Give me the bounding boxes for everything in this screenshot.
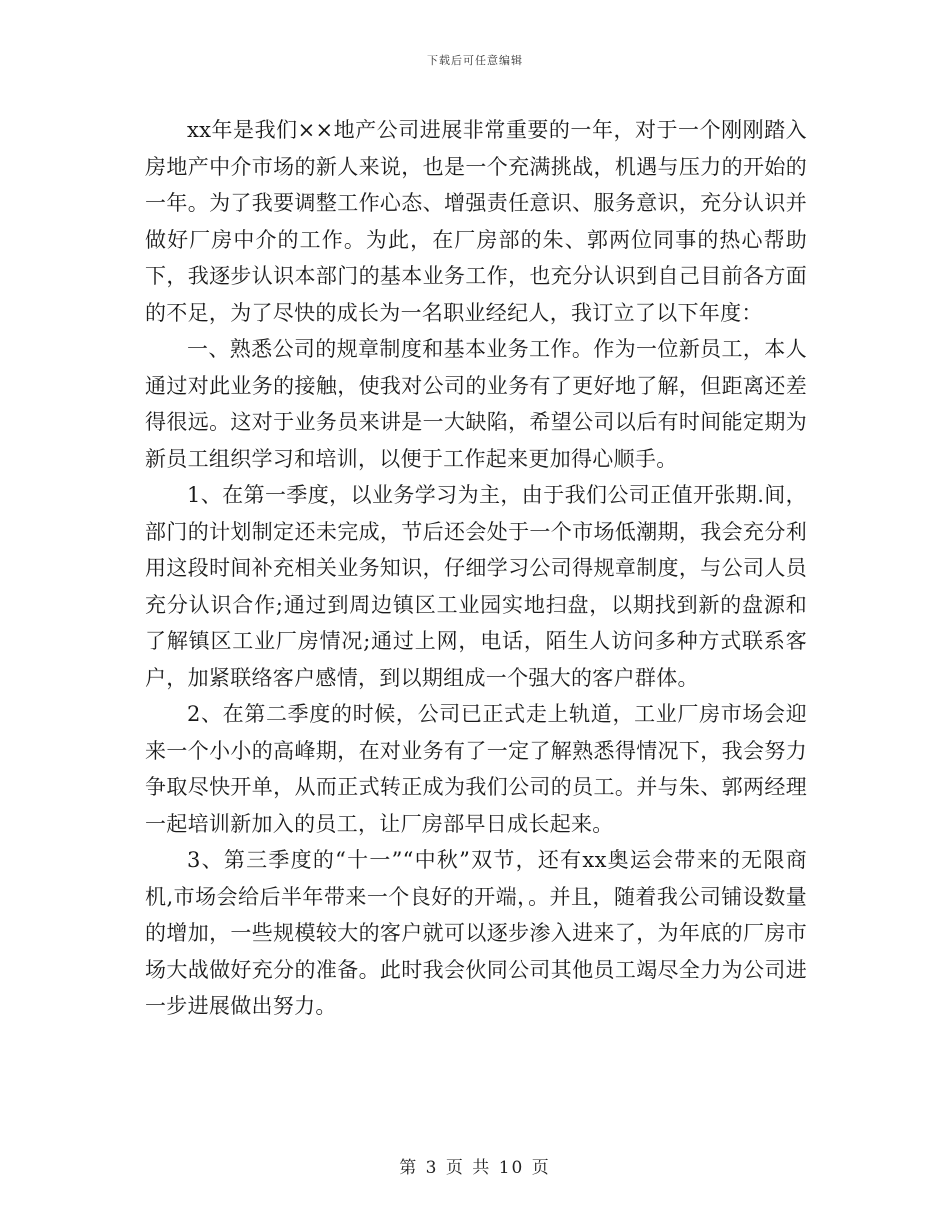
paragraph-intro: xx年是我们××地产公司进展非常重要的一年，对于一个刚刚踏入房地产中介市场的新人来说，也是一个充满挑战，机遇与压力的开始的一年。为了我要调整工作心态、增强责任意识、服务意识，充分认识并做好厂房中介的工作。为此，在厂房部的朱、郭两位同事的热心帮助下，我逐步认识本部门的基本业务工作，也充分认识到自己目前各方面的不足，为了尽快的成长为一名职业经纪人，我订立了以下年度： (145, 118, 807, 325)
paragraph-q3: 3、第三季度的“十一”“中秋”双节，还有xx奥运会带来的无限商机,市场会给后半年带来一个良好的开端，。并且，随着我公司铺设数量的增加，一些规模较大的客户就可以逐步渗入进来了，为年底的厂房市场大战做好充分的准备。此时我会伙同公司其他员工竭尽全力为公司进一步进展做出努力。 (145, 848, 807, 1018)
page-number-footer: 第 3 页 共 10 页 (399, 1158, 551, 1178)
paragraph-q1: 1、在第一季度，以业务学习为主，由于我们公司正值开张期.间，部门的计划制定还未完成，节后还会处于一个市场低潮期，我会充分利用这段时间补充相关业务知识，仔细学习公司得规章制度，与公司人员充分认识合作;通过到周边镇区工业园实地扫盘，以期找到新的盘源和了解镇区工业厂房情况;通过上网，电话，陌生人访问多种方式联系客户，加紧联络客户感情，到以期组成一个强大的客户群体。 (145, 483, 807, 690)
paragraph-q2: 2、在第二季度的时候，公司已正式走上轨道，工业厂房市场会迎来一个小小的高峰期，在对业务有了一定了解熟悉得情况下，我会努力争取尽快开单，从而正式转正成为我们公司的员工。并与朱、郭两经理一起培训新加入的员工，让厂房部早日成长起来。 (145, 702, 807, 836)
paragraph-section-1: 一、熟悉公司的规章制度和基本业务工作。作为一位新员工，本人通过对此业务的接触，使我对公司的业务有了更好地了解，但距离还差得很远。这对于业务员来讲是一大缺陷，希望公司以后有时间能定期为新员工组织学习和培训，以便于工作起来更加得心顺手。 (145, 337, 807, 471)
document-body (145, 112, 807, 1025)
page-header: 下载后可任意编辑 (427, 54, 523, 67)
